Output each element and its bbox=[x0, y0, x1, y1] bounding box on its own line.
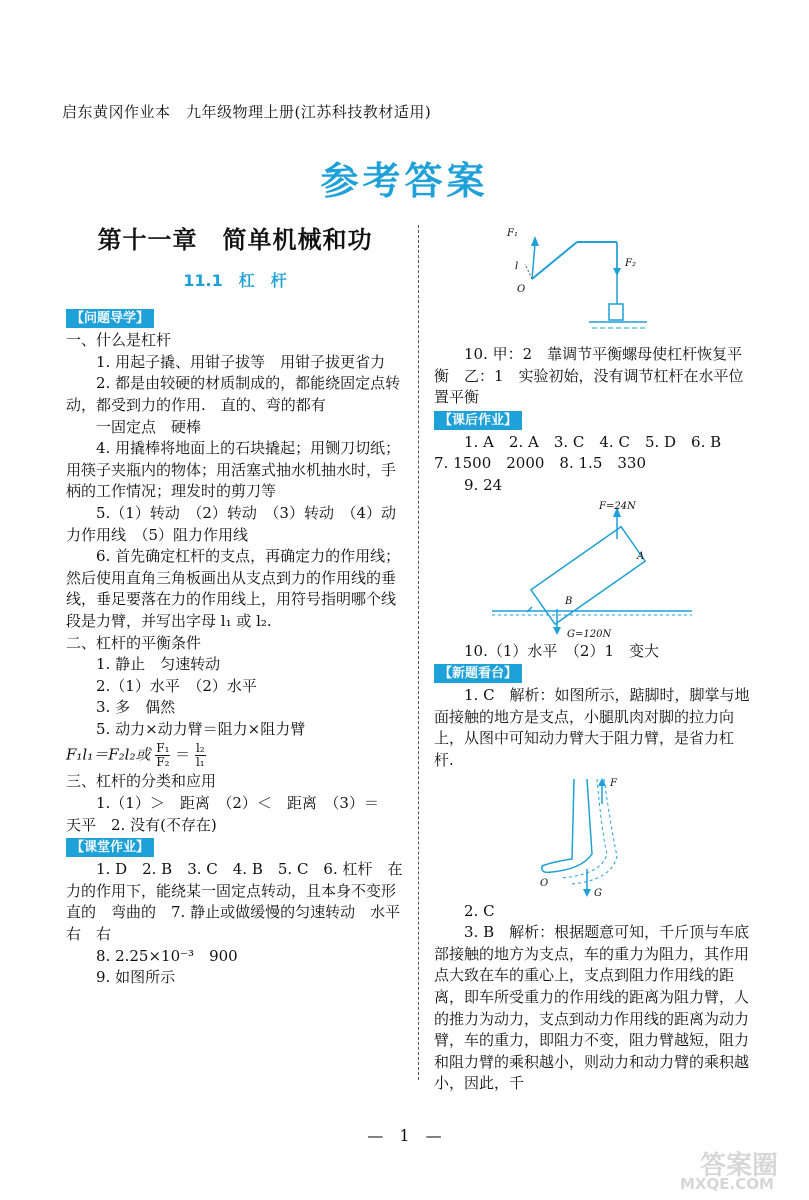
answer-line: 2. C bbox=[464, 901, 495, 920]
label-f: F bbox=[610, 777, 617, 789]
watermark-logo: 答案圈 bbox=[700, 1151, 779, 1181]
fraction-l bbox=[195, 742, 206, 769]
label-o: O bbox=[517, 284, 526, 295]
label-o: O bbox=[540, 877, 549, 889]
heading-balance-condition: 二、杠杆的平衡条件 bbox=[66, 633, 202, 652]
fraction-den: l₁ bbox=[195, 755, 205, 770]
heading-what-is-lever: 一、什么是杠杆 bbox=[66, 331, 172, 350]
label-f1: F₁ bbox=[507, 228, 518, 239]
fraction-num: l₂ bbox=[195, 741, 205, 756]
answer-line: 9. 24 bbox=[464, 475, 503, 494]
tag-question-guide: 【问题导学】 bbox=[66, 309, 154, 328]
running-header: 启东黄冈作业本 九年级物理上册(江苏科技教材适用) bbox=[62, 103, 432, 121]
page-title: 参考答案 bbox=[320, 159, 489, 203]
answer-line: 3. 多 偶然 bbox=[96, 698, 176, 717]
section-title: 11.1 杠 杆 bbox=[183, 270, 287, 290]
label-g: G bbox=[594, 887, 602, 899]
label-f: F=24N bbox=[599, 500, 636, 512]
label-a: A bbox=[637, 550, 645, 562]
answer-line: 9. 如图所示 bbox=[96, 968, 176, 987]
tag-new-questions: 【新题看台】 bbox=[434, 664, 522, 683]
answer-line: 5.（1）转动 （2）转动 （3）转动 （4）动力作用线 （5）阻力作用线 bbox=[66, 503, 396, 544]
answer-line: 2.（1）水平 （2）水平 bbox=[96, 676, 257, 695]
foot-diagram-figure bbox=[532, 774, 652, 899]
answer-line: 10.（1）水平 （2）1 变大 bbox=[464, 641, 659, 660]
answer-line: 1. C 解析：如图所示，踮脚时，脚掌与地面接触的地方是支点，小腿肌肉对脚的拉力向上，从图中可知动力臂大于阻力臂，是省力杠杆. bbox=[434, 686, 750, 769]
answer-line: 1. 用起子撬、用钳子拔等 用钳子拔更省力 bbox=[96, 352, 386, 371]
label-g: G=120N bbox=[567, 628, 612, 639]
tag-class-work: 【课堂作业】 bbox=[66, 838, 154, 857]
watermark-url: MXQE.COM bbox=[680, 1175, 774, 1193]
label-l: l bbox=[515, 261, 519, 272]
left-column bbox=[66, 222, 416, 989]
balance-equation: F₁l₁＝F₂l₂或 $\frac{\text{F₁}}{\text{F₂}}$ ＝ $\frac{\text{l₂}}{\text{l₁}}$ bbox=[66, 741, 205, 770]
answer-line: 1. A 2. A 3. C 4. C 5. D 6. B bbox=[464, 432, 722, 451]
answer-line: 2. 都是由较硬的材质制成的，都能绕固定点转动，都受到力的作用. 直的、弯的都有 bbox=[66, 374, 401, 414]
answer-line: 一固定点 硬棒 bbox=[96, 417, 202, 436]
heading-classification: 三、杠杆的分类和应用 bbox=[66, 772, 217, 791]
answer-line: 7. 1500 2000 8. 1.5 330 bbox=[434, 454, 646, 473]
right-column bbox=[434, 222, 750, 1095]
answer-line: 1.（1）＞ 距离 （2）＜ 距离 （3）＝ 天平 2. 没有(不存在) bbox=[66, 794, 394, 834]
answer-line: 4. 用撬棒将地面上的石块撬起；用铡刀切纸；用筷子夹瓶内的物体；用活塞式抽水机抽水时，手柄的工作情况；理发时的剪刀等 bbox=[66, 439, 401, 501]
answer-line: 1. 静止 匀速转动 bbox=[96, 655, 221, 674]
column-divider bbox=[418, 225, 419, 1080]
answer-line: 6. 首先确定杠杆的支点，再确定力的作用线；然后使用直角三角板画出从支点到力的作用线的垂线，垂足要落在力的作用线上，用符号指明哪个线段是力臂，并写出字母 l₁ 或 l₂. bbox=[66, 547, 401, 630]
answer-line: 5. 动力×动力臂＝阻力×阻力臂 bbox=[96, 719, 306, 738]
label-b: B bbox=[565, 595, 573, 607]
fraction-den: F₂ bbox=[156, 755, 170, 770]
equation-text: F₁l₁＝F₂l₂或 bbox=[66, 745, 151, 764]
answer-line: 1. D 2. B 3. C 4. B 5. C 6. 杠杆 在力的作用下，能绕某一固定点转动，且本身不变形 直的 弯曲的 7. 静止或做缓慢的匀速转动 水平 右 右 bbox=[66, 860, 416, 944]
chapter-title: 第十一章 简单机械和功 bbox=[97, 226, 373, 254]
tag-after-class: 【课后作业】 bbox=[434, 411, 522, 430]
fraction-f bbox=[155, 742, 170, 769]
answer-line: 10. 甲：2 靠调节平衡螺母使杠杆恢复平衡 乙：1 实验初始，没有调节杠杆在水平位置平衡 bbox=[434, 345, 744, 407]
answer-line: 3. B 解析：根据题意可知，千斤顶与车底部接触的地方为支点，车的重力为阻力，其作用点大致在车的重心上，支点到阻力作用线的距离，即车所受重力的作用线的距离为阻力臂，人的推力为动力，支点到动力作用线的距离为动力臂，车的重力，即阻力不变，阻力臂越短，阻力和阻力臂的乘积越小，则动力和动力臂的乘积越小，因此，千 bbox=[434, 923, 750, 1093]
fraction-num: F₁ bbox=[156, 741, 170, 756]
lever-diagram-figure bbox=[497, 224, 687, 342]
answer-line: 8. 2.25×10⁻³ 900 bbox=[96, 946, 238, 965]
label-f2: F₂ bbox=[625, 258, 636, 269]
page-number: — 1 — bbox=[367, 1126, 442, 1145]
box-force-diagram-figure bbox=[487, 499, 697, 639]
